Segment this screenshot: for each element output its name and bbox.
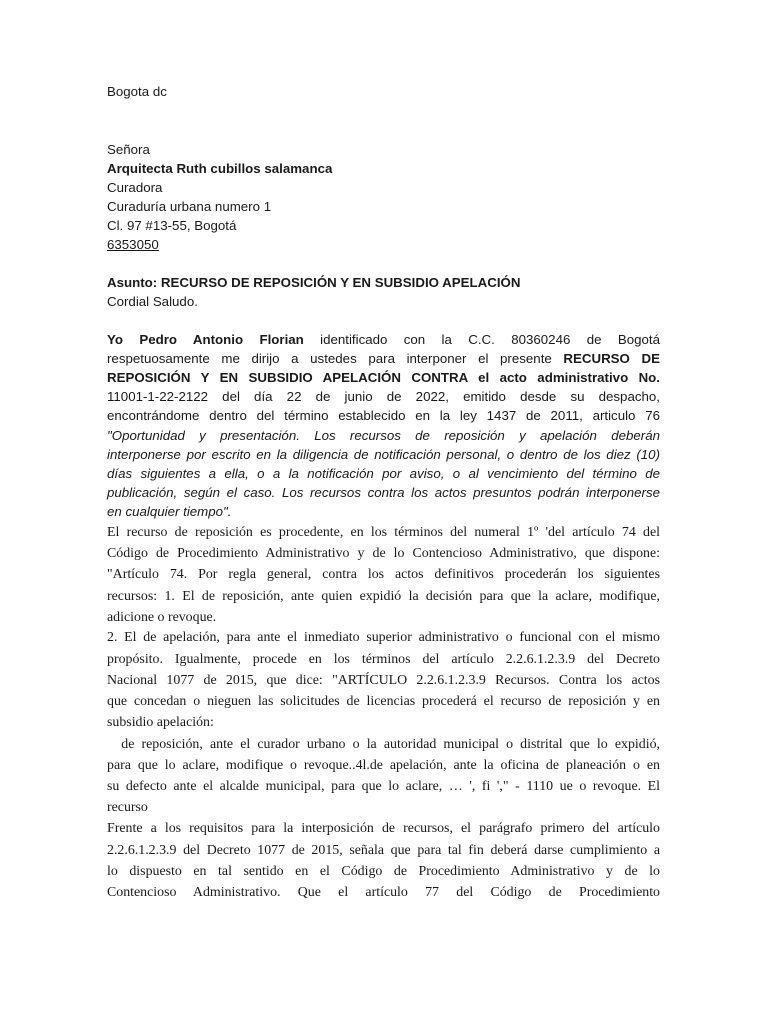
p1-line-4: recursos: 1. El de reposición, ante quien expidió la decisión para que la aclare, modifique,	[107, 589, 660, 604]
recipient-phone: 6353050	[107, 237, 159, 252]
p4-line-1: Frente a los requisitos para la interposición de recursos, el parágrafo primero del artículo	[107, 821, 660, 836]
subject-label: Asunto:	[107, 275, 161, 290]
intro-line-10: en cualquier tiempo".	[107, 504, 232, 519]
p2-line-5: subsidio apelación:	[107, 715, 214, 730]
p3-line-2: para que lo aclare, modifique o revoque..4l.de apelación, ante la oficina de planeación o en	[107, 758, 660, 773]
intro-line-9: publicación, según el caso. Los recursos contra los actos presuntos podrán interponerse	[107, 485, 660, 500]
p2-line-4: que concedan o nieguen las solicitudes de licencias procederá el recurso de reposición y en	[107, 694, 660, 709]
intro-line-2	[107, 351, 660, 366]
intro-line-5: encontrándome dentro del término establecido en la ley 1437 de 2011, articulo 76	[107, 408, 660, 423]
p2-line-2: propósito. Igualmente, procede en los términos del artículo 2.2.6.1.2.3.9 del Decreto	[107, 652, 660, 667]
p4-line-2: 2.2.6.1.2.3.9 del Decreto 1077 de 2015, señala que para tal fin deberá darse cumplimiento a	[107, 843, 660, 858]
intro-line-2-b: RECURSO DE	[563, 351, 660, 366]
p1-line-3: "Artículo 74. Por regla general, contra los actos definitivos procederán los siguientes	[107, 567, 660, 582]
p2-line-3: Nacional 1077 de 2015, que dice: "ARTÍCULO 2.2.6.1.2.3.9 Recursos. Contra los actos	[107, 673, 660, 688]
p4-line-3: lo dispuesto en tal sentido en el Código de Procedimiento Administrativo y de lo	[107, 864, 660, 879]
subject-text: RECURSO DE REPOSICIÓN Y EN SUBSIDIO APELACIÓN	[160, 275, 521, 290]
recipient-role: Curadora	[107, 180, 163, 195]
recipient-office: Curaduría urbana numero 1	[107, 199, 272, 214]
recipient-address: Cl. 97 #13-55, Bogotá	[107, 218, 237, 233]
p1-line-1: El recurso de reposición es procedente, en los términos del numeral 1º 'del artículo 74 del	[107, 525, 660, 540]
intro-line-8: días siguientes a ella, o a la notificación por aviso, o al vencimiento del término de	[107, 466, 660, 481]
p1-line-2: Código de Procedimiento Administrativo y de lo Contencioso Administrativo, que dispone:	[107, 546, 660, 561]
sender-name: Yo Pedro Antonio Florian	[107, 332, 304, 347]
intro-line-7: interponerse por escrito en la diligencia de notificación personal, o dentro de los diez (10)	[107, 447, 660, 462]
intro-line-1	[107, 332, 660, 347]
p4-line-4: Contencioso Administrativo. Que el artículo 77 del Código de Procedimiento	[107, 885, 660, 900]
recipient-salutation: Señora	[107, 142, 150, 157]
subject-line	[107, 275, 660, 290]
intro-line-1-rest: identificado con la C.C. 80360246 de Bogotá	[303, 332, 660, 347]
intro-line-3: REPOSICIÓN Y EN SUBSIDIO APELACIÓN CONTRA el acto administrativo No.	[107, 370, 660, 385]
p2-line-1: 2. El de apelación, para ante el inmediato superior administrativo o funcional con el mismo	[107, 630, 660, 645]
intro-line-6: "Oportunidad y presentación. Los recursos de reposición y apelación deberán	[107, 428, 660, 443]
place-line: Bogota dc	[107, 84, 167, 99]
p3-line-4: recurso	[107, 800, 148, 815]
p3-line-1: de reposición, ante el curador urbano o la autoridad municipal o distrital que lo expidió,	[107, 737, 660, 752]
intro-line-4: 11001-1-22-2122 del día 22 de junio de 2022, emitido desde su despacho,	[107, 389, 660, 404]
p3-line-3: su defecto ante el alcalde municipal, para que lo aclare, … ', fi '," - 1110 ue o revoque. El	[107, 779, 660, 794]
greeting: Cordial Saludo.	[107, 294, 198, 309]
intro-line-2-a: respetuosamente me dirijo a ustedes para interponer el presente	[107, 351, 564, 366]
p1-line-5: adicione o revoque.	[107, 610, 217, 625]
recipient-name: Arquitecta Ruth cubillos salamanca	[107, 161, 333, 176]
